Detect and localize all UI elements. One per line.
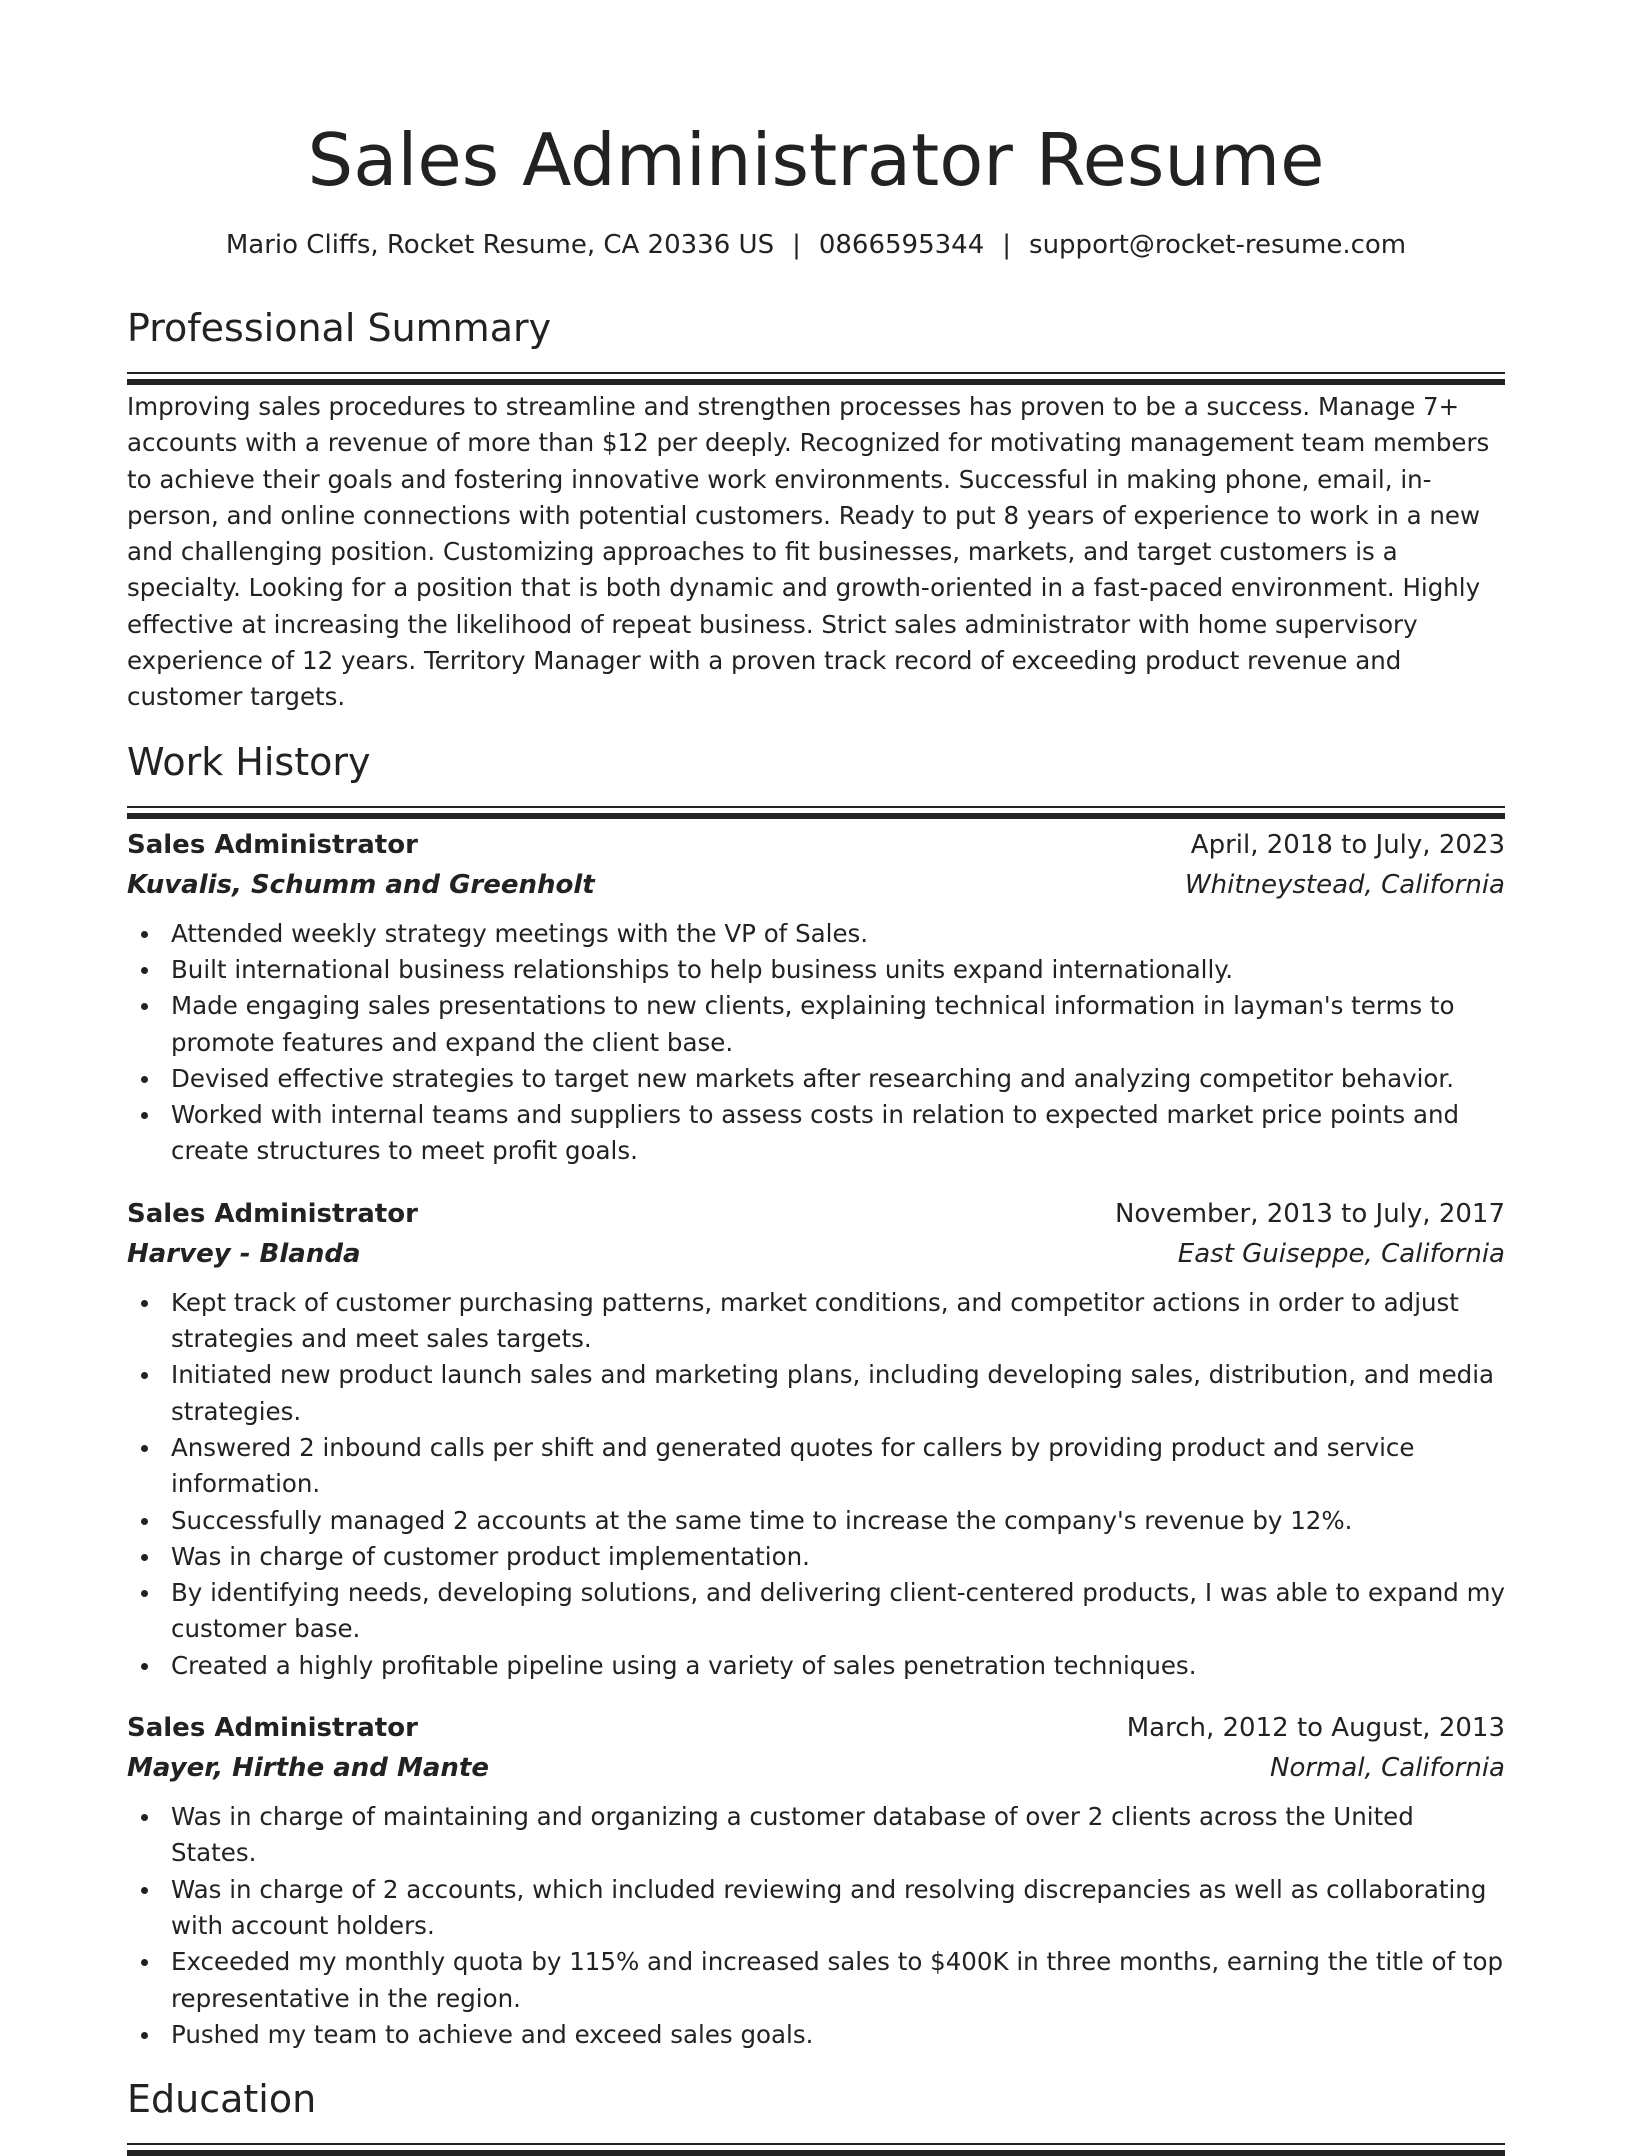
- job-title: Sales Administrator: [127, 1198, 418, 1229]
- job-subheader: [127, 869, 1505, 900]
- list-item: Created a highly profitable pipeline using a variety of sales penetration techniques.: [171, 1648, 1505, 1684]
- job-entry: [127, 1198, 1505, 1684]
- contact-line: [127, 232, 1505, 258]
- job-entry: [127, 1715, 1505, 2053]
- list-item: Worked with internal teams and suppliers to assess costs in relation to expected market price points and create structures to meet profit goals.: [171, 1097, 1505, 1170]
- list-item: Was in charge of maintaining and organizing a customer database of over 2 clients across the United States.: [171, 1799, 1505, 1872]
- summary-section: [127, 306, 1505, 716]
- job-dates: November, 2013 to July, 2017: [1114, 1198, 1505, 1229]
- education-section: [127, 2077, 1505, 2145]
- section-heading-work-history: Work History: [127, 739, 371, 784]
- job-company: Mayer, Hirthe and Mante: [127, 1753, 489, 1784]
- contact-separator: |: [792, 230, 801, 260]
- list-item: Attended weekly strategy meetings with the VP of Sales.: [171, 916, 1505, 952]
- contact-email[interactable]: support@rocket-resume.com: [1029, 230, 1407, 260]
- job-header: [127, 1198, 1505, 1229]
- job-company: Harvey - Blanda: [127, 1238, 361, 1269]
- job-bullets: [127, 1799, 1505, 2053]
- list-item: Successfully managed 2 accounts at the same time to increase the company's revenue by 12%.: [171, 1503, 1505, 1539]
- job-bullets: [127, 916, 1505, 1170]
- job-dates: April, 2018 to July, 2023: [1190, 829, 1505, 860]
- job-subheader: [127, 1753, 1505, 1784]
- section-divider: [127, 806, 1505, 808]
- list-item: Kept track of customer purchasing patterns, market conditions, and competitor actions in order to adjust strategies and meet sales targets.: [171, 1285, 1505, 1358]
- section-heading-summary: Professional Summary: [127, 306, 552, 350]
- job-location: Normal, California: [1270, 1753, 1505, 1784]
- contact-address: Mario Cliffs, Rocket Resume, CA 20336 US: [225, 230, 775, 260]
- job-location: East Guiseppe, California: [1177, 1238, 1505, 1269]
- resume-title: Sales Administrator Resume: [307, 118, 1325, 202]
- work-history-section: [127, 739, 1505, 2053]
- job-title: Sales Administrator: [127, 829, 418, 860]
- contact-phone: 0866595344: [818, 230, 985, 260]
- job-location: Whitneystead, California: [1184, 869, 1505, 900]
- list-item: Was in charge of 2 accounts, which included reviewing and resolving discrepancies as well as collaborating with account holders.: [171, 1872, 1505, 1945]
- list-item: By identifying needs, developing solutions, and delivering client-centered products, I was able to expand my customer base.: [171, 1575, 1505, 1648]
- job-header: [127, 829, 1505, 860]
- section-divider: [127, 2143, 1505, 2145]
- list-item: Was in charge of customer product implementation.: [171, 1539, 1505, 1575]
- list-item: Devised effective strategies to target new markets after researching and analyzing competitor behavior.: [171, 1061, 1505, 1097]
- job-bullets: [127, 1285, 1505, 1684]
- list-item: Exceeded my monthly quota by 115% and increased sales to $400K in three months, earning the title of top representative in the region.: [171, 1944, 1505, 2017]
- contact-separator: |: [1002, 230, 1012, 260]
- list-item: Built international business relationships to help business units expand internationally.: [171, 952, 1505, 988]
- list-item: Answered 2 inbound calls per shift and generated quotes for callers by providing product and service information.: [171, 1430, 1505, 1503]
- list-item: Initiated new product launch sales and marketing plans, including developing sales, distribution, and media strategies.: [171, 1357, 1505, 1430]
- job-dates: March, 2012 to August, 2013: [1126, 1713, 1505, 1744]
- job-subheader: [127, 1238, 1505, 1269]
- summary-text: Improving sales procedures to streamline and strengthen processes has proven to be a success. Manage 7+ accounts with a revenue of more than $12 per deeply. Recognized for motivating management team members to achieve their goals and fostering innovative work environments. Successful in making phone, email, in-person, and online connections with potential customers. Ready to put 8 years of experience to work in a new and challenging position. Customizing approaches to fit businesses, markets, and target customers is a specialty. Looking for a position that is both dynamic and growth-oriented in a fast-paced environment. Highly effective at increasing the likelihood of repeat business. Strict sales administrator with home supervisory experience of 12 years. Territory Manager with a proven track record of exceeding product revenue and customer targets.: [127, 392, 1490, 712]
- section-heading-education: Education: [127, 2077, 317, 2122]
- list-item: Pushed my team to achieve and exceed sales goals.: [171, 2017, 1505, 2053]
- job-title: Sales Administrator: [127, 1713, 418, 1744]
- job-header: [127, 1713, 1505, 1744]
- job-company: Kuvalis, Schumm and Greenholt: [127, 869, 595, 900]
- list-item: Made engaging sales presentations to new clients, explaining technical information in layman's terms to promote features and expand the client base.: [171, 988, 1505, 1061]
- job-entry: [127, 829, 1505, 1170]
- section-divider: [127, 372, 1505, 374]
